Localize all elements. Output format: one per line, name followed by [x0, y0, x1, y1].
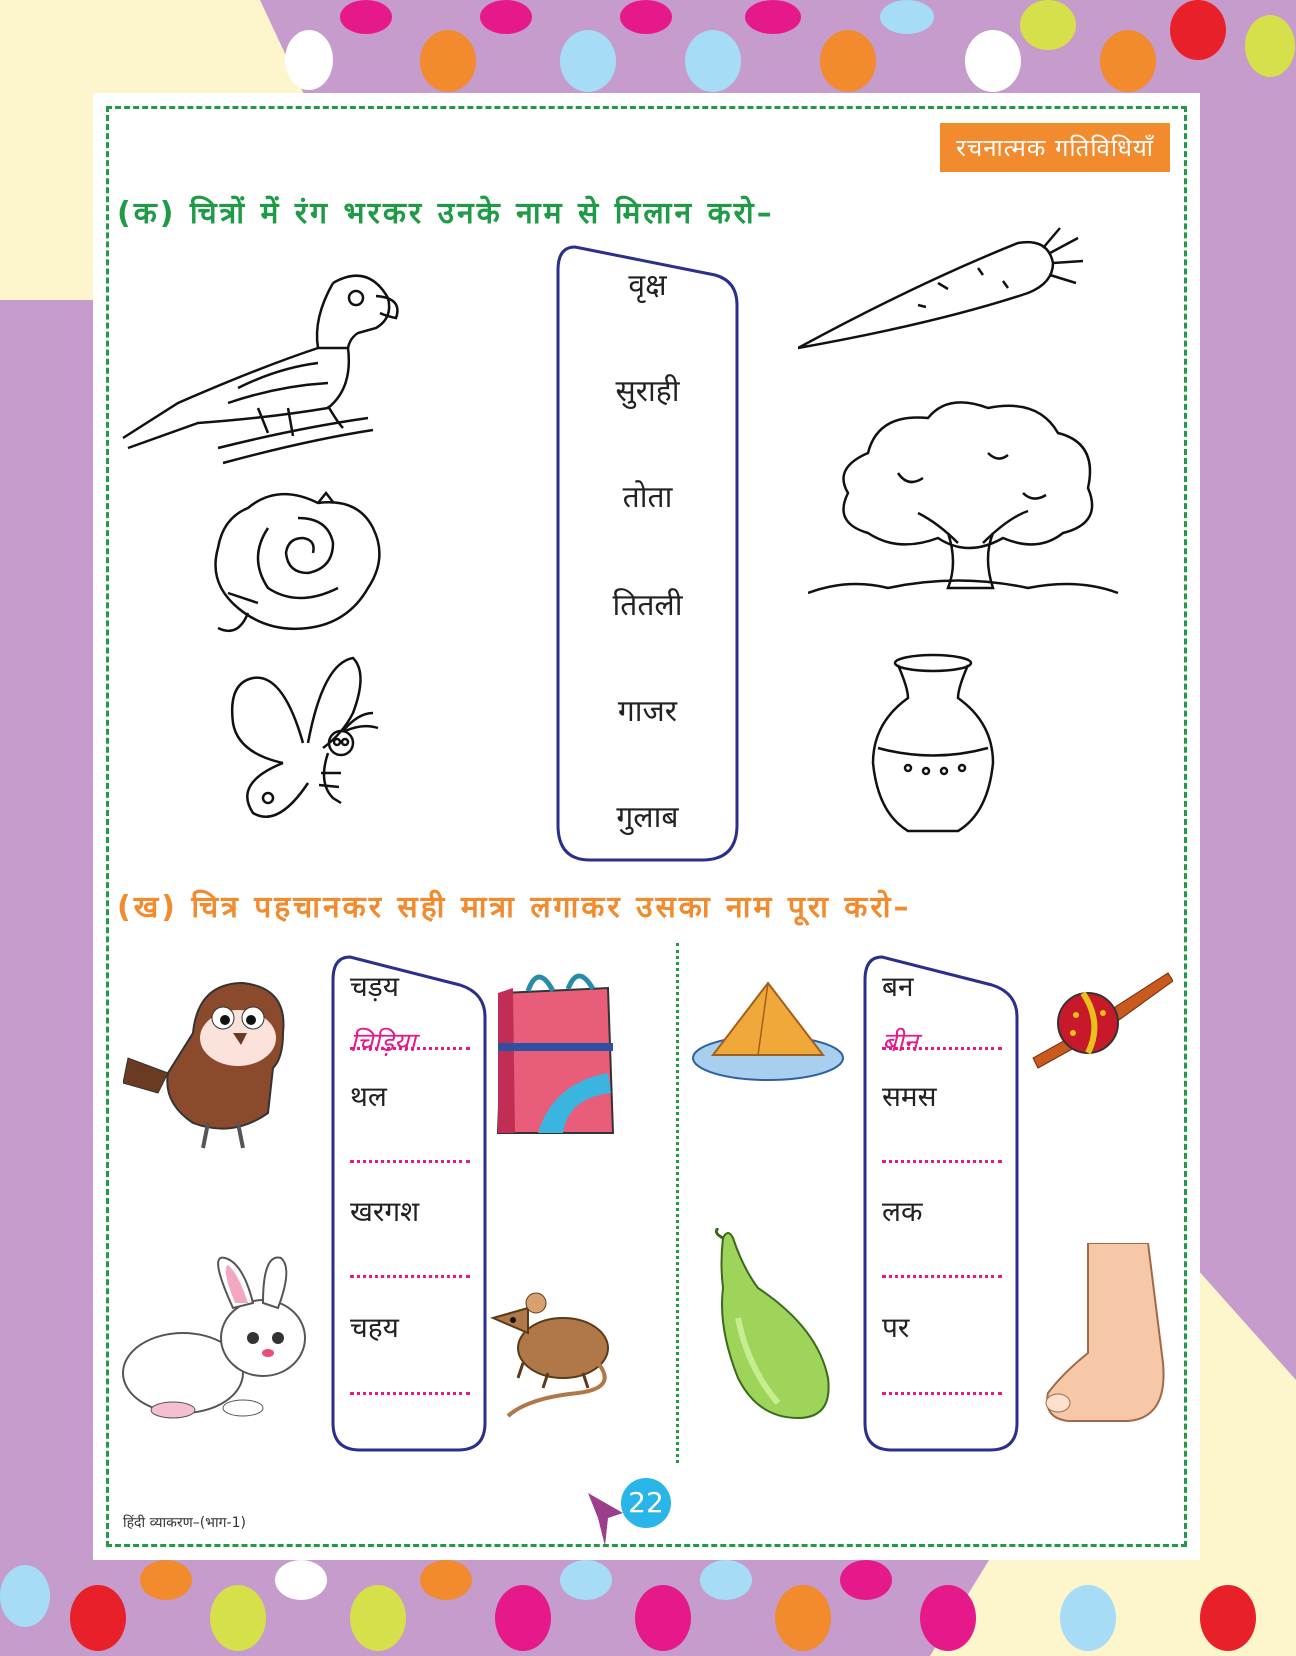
samosa-picture[interactable]: [688, 973, 848, 1088]
decor-dot: [285, 30, 333, 90]
decor-dot: [480, 0, 532, 34]
decor-dot: [0, 1565, 50, 1627]
decor-dot: [920, 1585, 976, 1651]
decor-dot: [70, 1585, 126, 1651]
word-card-right: [862, 955, 1022, 1455]
pot-picture[interactable]: [868, 653, 998, 838]
decor-dot: [560, 30, 616, 92]
decor-dot: [1060, 1585, 1116, 1651]
word-item[interactable]: तोता: [622, 480, 673, 515]
decor-dot: [275, 1560, 327, 1600]
jumbled-word: चहय: [350, 1311, 399, 1344]
decor-dot: [745, 0, 801, 34]
word-item[interactable]: गुलाब: [616, 800, 679, 835]
word-item[interactable]: सुराही: [615, 374, 680, 409]
decor-dot: [1100, 30, 1156, 92]
jumbled-word: चड़य: [350, 970, 400, 1003]
decor-dot: [340, 0, 392, 34]
answer-line[interactable]: [882, 1275, 1002, 1278]
answer-line[interactable]: [882, 1160, 1002, 1163]
decor-dot: [685, 30, 741, 92]
section-a-heading: (क) चित्रों में रंग भरकर उनके नाम से मिलान करो–: [117, 196, 775, 231]
word-item[interactable]: वृक्ष: [628, 268, 667, 303]
answer-line[interactable]: [882, 1392, 1002, 1395]
section-b-heading: (ख) चित्र पहचानकर सही मात्रा लगाकर उसका नाम पूरा करो–: [117, 890, 912, 925]
jumbled-word: बन: [882, 970, 914, 1003]
jumbled-word: लक: [882, 1195, 923, 1228]
word-list-box: [555, 245, 740, 863]
decor-dot: [140, 1560, 192, 1600]
answer-text[interactable]: बीन: [882, 1028, 919, 1058]
answer-line[interactable]: [350, 1392, 470, 1395]
section-tag: रचनात्मक गतिविधियाँ: [940, 123, 1170, 172]
footer-book-title: हिंदी व्याकरण–(भाग-1): [123, 1515, 246, 1531]
decor-dot: [420, 30, 476, 92]
word-card-left: [330, 955, 490, 1455]
parrot-picture[interactable]: [118, 258, 408, 473]
column-divider: [676, 943, 679, 1463]
decor-dot: [700, 1560, 752, 1600]
word-item[interactable]: गाजर: [617, 694, 678, 729]
carrot-picture[interactable]: [798, 223, 1088, 353]
decor-dot: [1200, 1585, 1256, 1651]
rose-picture[interactable]: [208, 488, 388, 638]
jumbled-word: समस: [882, 1080, 937, 1113]
decor-dot: [210, 1585, 266, 1651]
decor-dot: [420, 1560, 472, 1600]
decor-dot: [1170, 0, 1226, 60]
decor-dot: [560, 1560, 612, 1600]
decor-dot: [350, 1585, 406, 1651]
jumbled-word: खरगश: [350, 1195, 420, 1228]
answer-line[interactable]: [350, 1160, 470, 1163]
rattle-picture[interactable]: [1028, 963, 1173, 1073]
worksheet-page: [93, 93, 1200, 1560]
decor-dot: [840, 1560, 892, 1600]
bottle-gourd-picture[interactable]: [698, 1228, 838, 1423]
decor-dot: [880, 0, 934, 34]
page-number: 22: [621, 1478, 671, 1528]
answer-line[interactable]: [350, 1275, 470, 1278]
butterfly-picture[interactable]: [223, 653, 398, 828]
decor-dot: [1020, 0, 1076, 50]
foot-picture[interactable]: [1038, 1243, 1168, 1428]
decor-dot: [775, 1585, 831, 1651]
rabbit-picture[interactable]: [113, 1253, 308, 1428]
bag-picture[interactable]: [493, 963, 618, 1143]
decor-dot: [1245, 15, 1295, 77]
jumbled-word: थल: [350, 1080, 387, 1113]
decor-dot: [635, 1585, 691, 1651]
decor-dot: [620, 0, 672, 34]
word-item[interactable]: तितली: [612, 588, 683, 623]
answer-line[interactable]: [882, 1047, 1002, 1050]
jumbled-word: पर: [882, 1311, 910, 1344]
decor-dot: [495, 1585, 551, 1651]
answer-text[interactable]: चिड़िया: [350, 1028, 416, 1058]
rat-picture[interactable]: [488, 1278, 623, 1418]
tree-picture[interactable]: [808, 393, 1128, 623]
answer-line[interactable]: [350, 1047, 470, 1050]
star-icon: [583, 1488, 628, 1548]
decor-dot: [965, 30, 1021, 92]
decor-dot: [820, 30, 876, 92]
sparrow-picture[interactable]: [123, 973, 298, 1158]
